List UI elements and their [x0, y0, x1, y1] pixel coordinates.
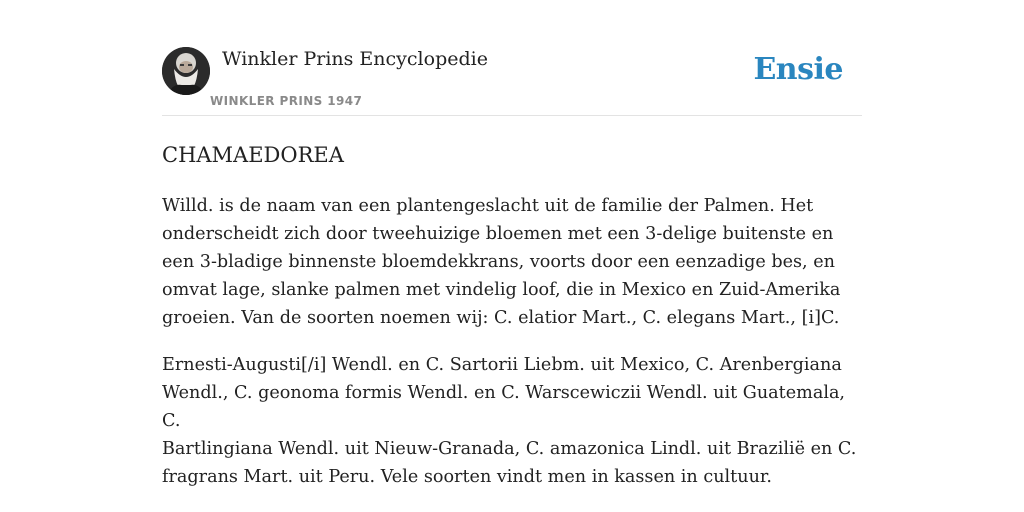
portrait-icon	[162, 47, 210, 95]
edition-label: WINKLER PRINS 1947	[210, 94, 363, 108]
article-paragraph: Ernesti-Augusti[/i] Wendl. en C. Sartorii Liebm. uit Mexico, C. Arenbergiana Wendl., C. geonoma formis Wendl. en C. Warscewiczii Wendl. uit Guatemala, C.	[162, 355, 846, 431]
site-header	[162, 46, 862, 116]
brand-logo[interactable]: Ensie	[753, 52, 843, 87]
site-title[interactable]: Winkler Prins Encyclopedie	[222, 48, 488, 70]
avatar[interactable]	[162, 47, 210, 95]
article-paragraph: Willd. is de naam van een plantengeslacht uit de familie der Palmen. Het onderscheidt zich door tweehuizige bloemen met een 3-delige buitenste en een 3-bladige binnenste bloemdekkrans, voorts door een eenzadige bes, en omvat lage, slanke palmen met vindelig loof, die in Mexico en Zuid-Amerika groeien. Van de soorten noemen wij: C. elatior Mart., C. elegans Mart., [i]C.	[162, 196, 841, 328]
article-paragraph: Bartlingiana Wendl. uit Nieuw-Granada, C. amazonica Lindl. uit Brazilië en C. fragrans Mart. uit Peru. Vele soorten vindt men in kassen in cultuur.	[162, 439, 857, 487]
article-title: CHAMAEDOREA	[162, 143, 344, 167]
